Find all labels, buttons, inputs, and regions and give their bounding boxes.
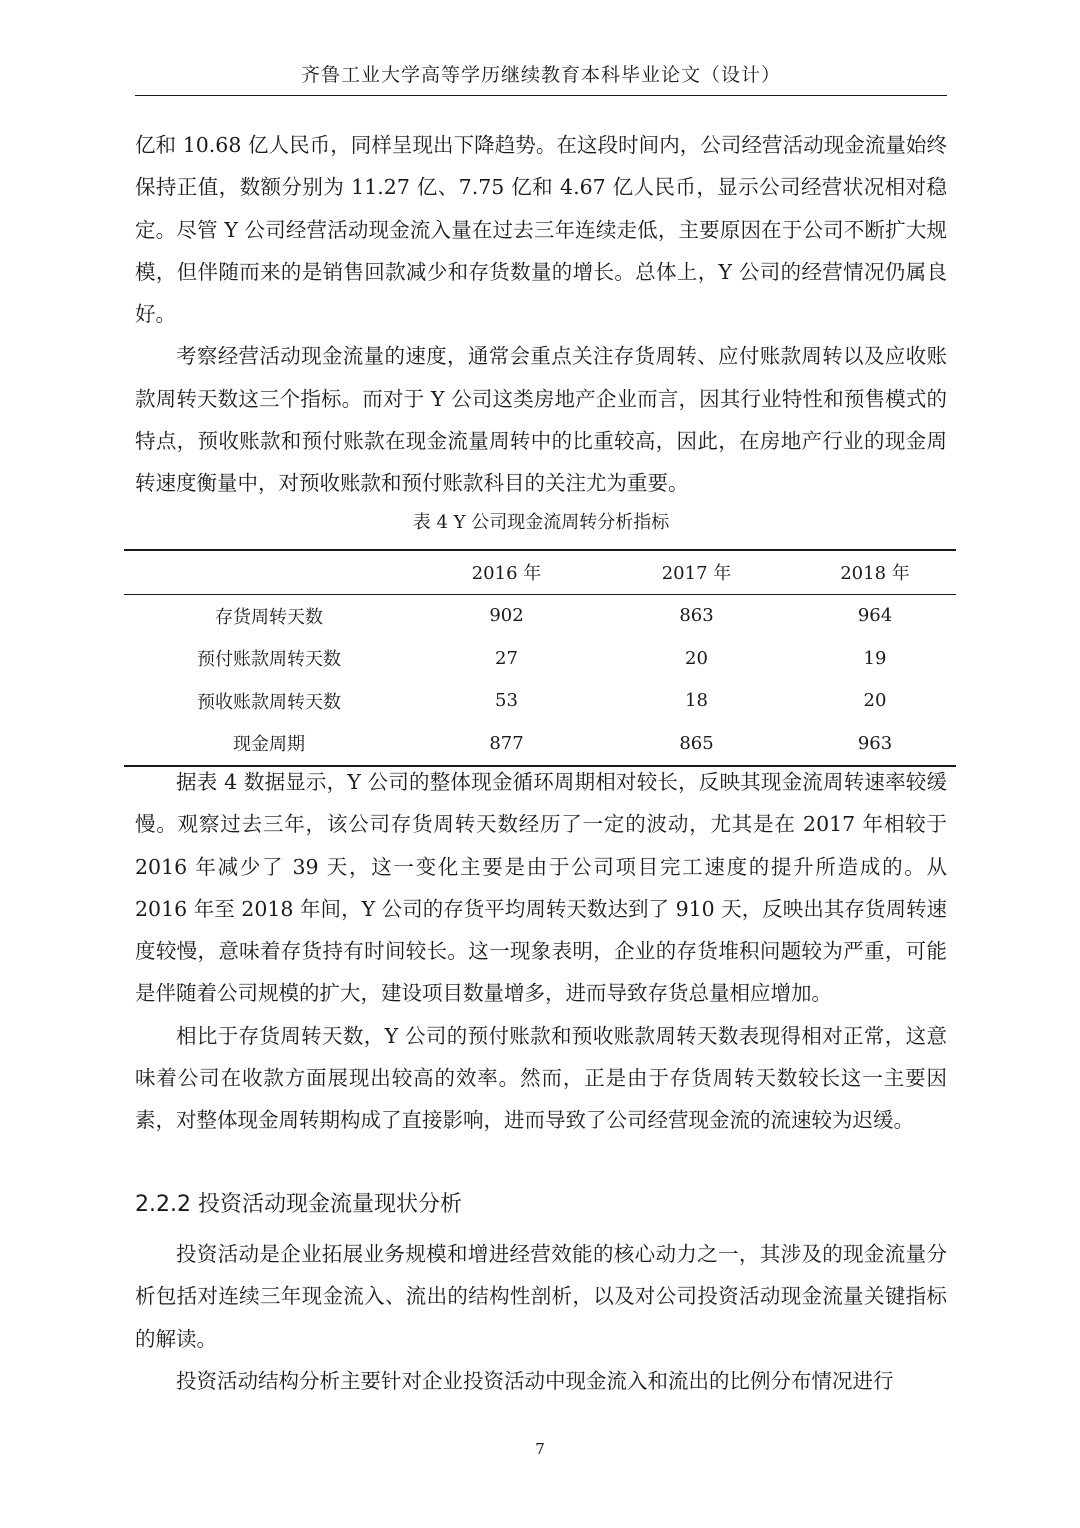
table-header-cell [124,550,414,594]
table-row [124,680,956,723]
paragraph: 据表 4 数据显示，Y 公司的整体现金循环周期相对较长，反映其现金流周转速率较缓慢。观察过去三年，该公司存货周转天数经历了一定的波动，尤其是在 2017 年相较于 2016 年减少了 39 天，这一变化主要是由于公司项目完工速度的提升所造成的。从 2016 年至 2018 年间，Y 公司的存货平均周转天数达到了 910 天，反映出其存货周转速度较慢，意味着存货持有时间较长。这一现象表明，企业的存货堆积问题较为严重，可能是伴随着公司规模的扩大，建设项目数量增多，进而导致存货总量相应增加。 [135,770,947,1006]
table-cell: 53 [495,690,518,712]
table-cell: 20 [863,690,887,712]
table-row [124,594,956,637]
table-header-row [124,550,956,594]
paragraph: 投资活动是企业拓展业务规模和增进经营效能的核心动力之一，其涉及的现金流量分析包括对连续三年现金流入、流出的结构性剖析，以及对公司投资活动现金流量关键指标的解读。 [135,1242,947,1351]
body-text-middle [135,761,947,1142]
table-cell: 19 [863,647,887,669]
table-cell: 964 [857,605,893,627]
table-caption: 表 4 Y 公司现金流周转分析指标 [412,512,670,533]
row-label: 存货周转天数 [215,606,323,628]
table-header-cell: 2018 年 [840,563,910,585]
row-label: 预付账款周转天数 [197,649,341,671]
table-cell: 863 [679,605,714,627]
header-rule [135,95,947,96]
table-cell: 902 [489,605,524,627]
row-label: 现金周期 [233,734,305,756]
paragraph: 考察经营活动现金流量的速度，通常会重点关注存货周转、应付账款周转以及应收账款周转天数这三个指标。而对于 Y 公司这类房地产企业而言，因其行业特性和预售模式的特点，预收账款和预付账款在现金流量周转中的比重较高，因此，在房地产行业的现金周转速度衡量中，对预收账款和预付账款科目的关注尤为重要。 [135,344,947,496]
table-cell: 877 [489,732,524,754]
paragraph: 相比于存货周转天数，Y 公司的预付账款和预收账款周转天数表现得相对正常，这意味着公司在收款方面展现出较高的效率。然而，正是由于存货周转天数较长这一主要因素，对整体现金周转期构成了直接影响，进而导致了公司经营现金流的流速较为迟缓。 [135,1023,947,1133]
body-text-bottom [135,1233,947,1402]
page-number: 7 [535,1440,545,1458]
section-heading: 2.2.2 投资活动现金流量现状分析 [135,1192,462,1217]
table-cell: 963 [857,732,893,754]
paragraph: 亿和 10.68 亿人民币，同样呈现出下降趋势。在这段时间内，公司经营活动现金流量始终保持正值，数额分别为 11.27 亿、7.75 亿和 4.67 亿人民币，显示公司经营状况相对稳定。尽管 Y 公司经营活动现金流入量在过去三年连续走低，主要原因在于公司不断扩大规模，但伴随而来的是销售回款减少和存货数量的增长。总体上，Y 公司的经营情况仍属良好。 [135,133,947,327]
table-header-cell: 2016 年 [471,563,542,585]
table-cell: 18 [685,690,708,712]
cash-cycle-table [124,549,956,767]
body-text-top [135,124,947,505]
table-cell: 20 [685,647,708,669]
table-row [124,637,956,680]
table-cell: 865 [679,732,714,754]
running-header: 齐鲁工业大学高等学历继续教育本科毕业论文（设计） [300,64,781,86]
row-label: 预收账款周转天数 [197,691,341,713]
table-header-cell: 2017 年 [661,563,732,585]
paragraph: 投资活动结构分析主要针对企业投资活动中现金流入和流出的比例分布情况进行 [176,1368,894,1393]
table-row [124,722,956,766]
table-cell: 27 [495,647,518,669]
